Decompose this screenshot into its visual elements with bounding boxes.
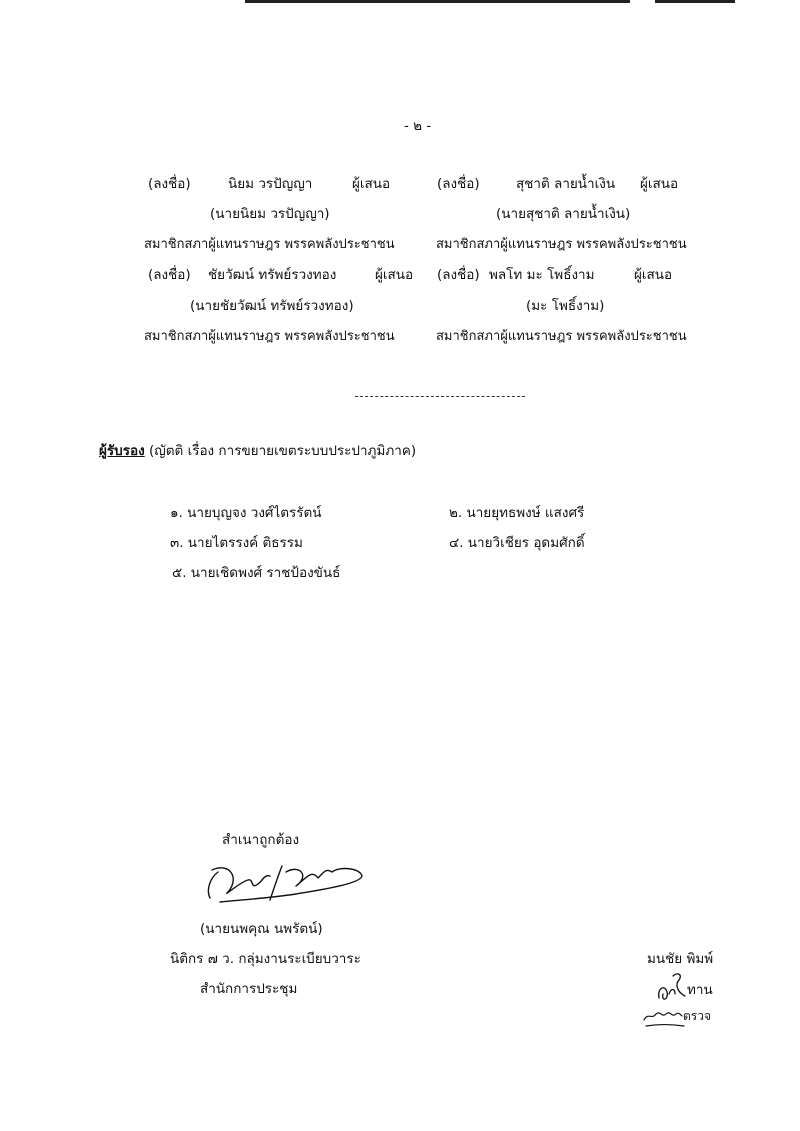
signer-1-role: ผู้เสนอ bbox=[352, 176, 391, 192]
typist-name: มนชัย พิมพ์ bbox=[647, 951, 714, 967]
signer-1-position: สมาชิกสภาผู้แทนราษฎร พรรคพลังประชาชน bbox=[144, 237, 395, 252]
endorser-3: ๓. นายไตรรงค์ ติธรรม bbox=[170, 535, 303, 551]
signer-3-sign-prefix: (ลงชื่อ) bbox=[148, 267, 191, 283]
signer-1-name: นิยม วรปัญญา bbox=[228, 176, 313, 192]
checker-initials bbox=[640, 1004, 686, 1032]
section-separator bbox=[355, 396, 525, 397]
signer-2-full-name: (นายสุชาติ ลายน้ำเงิน) bbox=[496, 206, 631, 222]
certifier-office: สำนักการประชุม bbox=[200, 981, 298, 997]
endorser-4: ๔. นายวิเชียร อุดมศักดิ์ bbox=[449, 535, 585, 551]
signer-4-name: พลโท มะ โพธิ์งาม bbox=[489, 267, 595, 283]
signer-4-sign-prefix: (ลงชื่อ) bbox=[437, 267, 480, 283]
certifier-name: (นายนพคุณ นพรัตน์) bbox=[200, 921, 323, 937]
reader-initials bbox=[655, 966, 689, 1008]
signer-2-sign-prefix: (ลงชื่อ) bbox=[437, 176, 480, 192]
signer-3-full-name: (นายชัยวัฒน์ ทรัพย์รวงทอง) bbox=[190, 298, 354, 314]
signer-1-sign-prefix: (ลงชื่อ) bbox=[148, 176, 191, 192]
certifier-position: นิติกร ๗ ว. กลุ่มงานระเบียบวาระ bbox=[170, 951, 361, 967]
endorser-1: ๑. นายบุญจง วงศ์ไตรรัตน์ bbox=[170, 505, 322, 521]
endorsers-heading bbox=[99, 443, 416, 459]
checker-label: ตรวจ bbox=[683, 1009, 712, 1023]
reader-label: ทาน bbox=[687, 982, 713, 998]
endorser-5: ๕. นายเชิดพงศ์ ราชป้องขันธ์ bbox=[172, 565, 341, 581]
top-border-left bbox=[245, 0, 630, 3]
signer-2-role: ผู้เสนอ bbox=[640, 176, 679, 192]
certification-label: สำเนาถูกต้อง bbox=[222, 832, 300, 848]
top-border-right bbox=[655, 0, 735, 3]
signer-4-role: ผู้เสนอ bbox=[634, 267, 673, 283]
certifier-signature bbox=[200, 860, 370, 908]
endorsers-heading-label: ผู้รับรอง bbox=[99, 443, 145, 459]
page-number: - ๒ - bbox=[404, 118, 432, 134]
signer-3-name: ชัยวัฒน์ ทรัพย์รวงทอง bbox=[208, 267, 337, 283]
signer-2-position: สมาชิกสภาผู้แทนราษฎร พรรคพลังประชาชน bbox=[436, 237, 687, 252]
endorsers-subject: (ญัตติ เรื่อง การขยายเขตระบบประปาภูมิภาค) bbox=[148, 443, 417, 459]
endorser-2: ๒. นายยุทธพงษ์ แสงศรี bbox=[449, 505, 585, 521]
signer-1-full-name: (นายนิยม วรปัญญา) bbox=[210, 206, 330, 222]
signer-4-position: สมาชิกสภาผู้แทนราษฎร พรรคพลังประชาชน bbox=[436, 329, 687, 344]
signer-3-position: สมาชิกสภาผู้แทนราษฎร พรรคพลังประชาชน bbox=[144, 329, 395, 344]
signer-3-role: ผู้เสนอ bbox=[375, 267, 414, 283]
signer-2-name: สุชาติ ลายน้ำเงิน bbox=[516, 176, 616, 192]
signer-4-full-name: (มะ โพธิ์งาม) bbox=[526, 298, 605, 314]
